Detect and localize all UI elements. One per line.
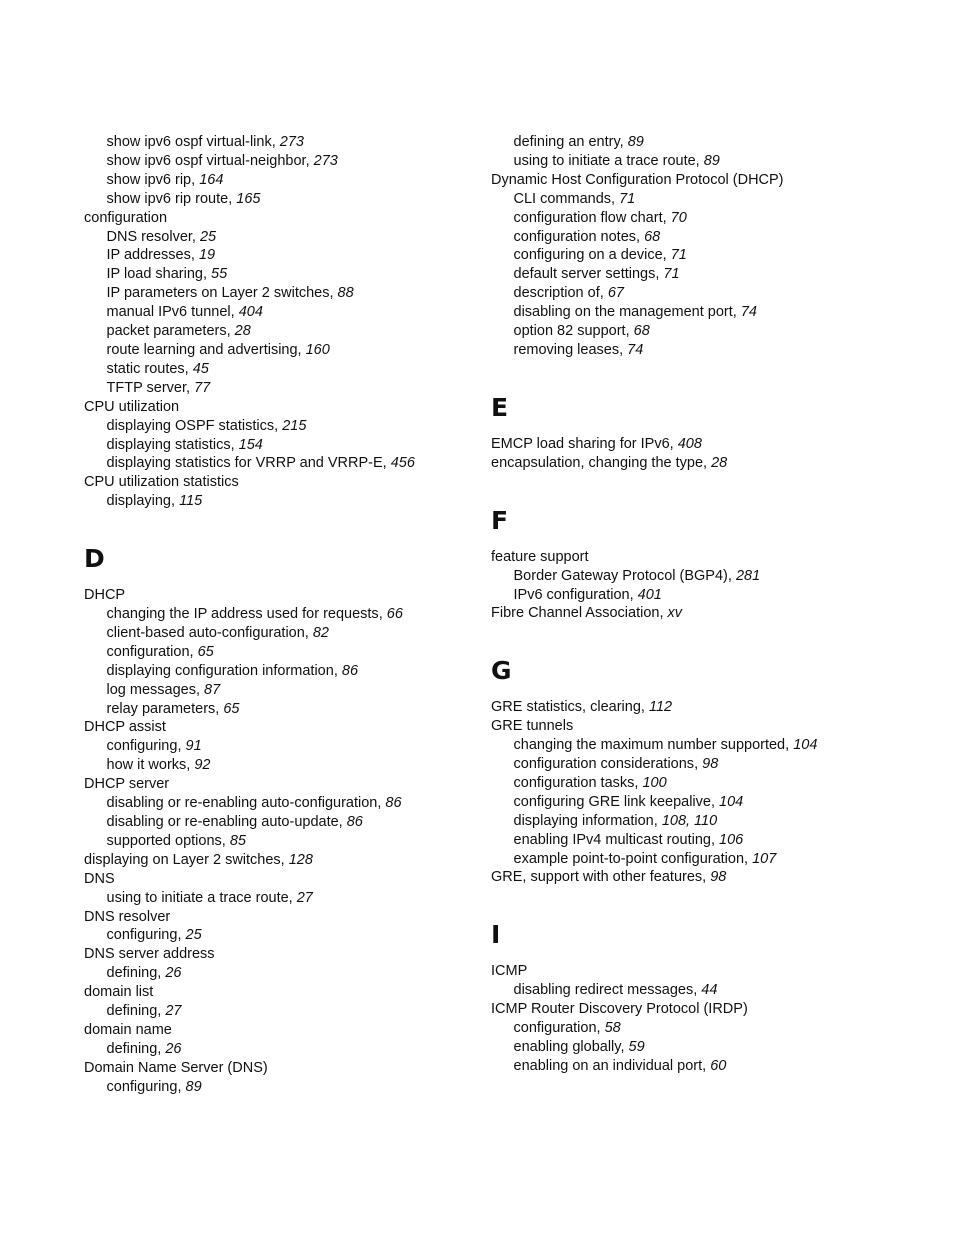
index-term: removing leases [513, 341, 620, 358]
index-term: DHCP server [84, 776, 170, 793]
index-term: CPU utilization statistics [84, 474, 239, 491]
index-page-reference[interactable]: 66 [386, 606, 403, 623]
index-subentry: defining, 27 [106, 1003, 182, 1020]
index-page-reference[interactable]: 68 [644, 228, 661, 245]
index-term: manual IPv6 tunnel [106, 304, 231, 321]
index-page-reference[interactable]: 160 [305, 341, 330, 358]
index-term: changing the IP address used for requests [106, 606, 379, 623]
index-term: displaying on Layer 2 switches [84, 851, 281, 868]
index-term: static routes [106, 360, 185, 377]
index-term: defining an entry [513, 134, 620, 150]
index-subentry: DNS resolver, 25 [106, 228, 217, 245]
index-page-reference[interactable]: 115 [179, 493, 203, 510]
index-entry [84, 983, 494, 1002]
index-subentry: supported options, 85 [106, 832, 246, 849]
index-term: domain name [84, 1021, 172, 1038]
index-subentry: displaying statistics for VRRP and VRRP-E, 456 [106, 455, 415, 472]
index-page-reference[interactable]: 44 [701, 982, 718, 999]
index-page-reference[interactable]: 89 [185, 1078, 202, 1095]
index-term: displaying statistics [106, 436, 231, 453]
index-page-reference[interactable]: 25 [185, 927, 202, 944]
index-subentry: how it works, 92 [106, 757, 211, 774]
index-term: relay parameters [106, 700, 216, 717]
index-page-reference[interactable]: 58 [604, 1020, 621, 1037]
index-entry: encapsulation, changing the type, 28 [491, 454, 728, 471]
index-term: encapsulation, changing the type [491, 454, 704, 471]
index-term: DNS [84, 870, 115, 887]
index-subentry: changing the maximum number supported, 104 [513, 737, 818, 754]
index-term: EMCP load sharing for IPv6 [491, 435, 670, 452]
index-subentry: client-based auto-configuration, 82 [106, 624, 329, 641]
index-subentry: configuration, 65 [106, 643, 214, 660]
index-page-reference[interactable]: 82 [312, 624, 329, 641]
index-page-reference[interactable]: 154 [238, 436, 263, 453]
index-term: show ipv6 rip route [106, 190, 229, 207]
index-subentry: example point-to-point configuration, 107 [513, 850, 777, 867]
index-term: GRE tunnels [491, 718, 574, 735]
index-term: description of [513, 285, 600, 302]
index-entry [84, 473, 494, 492]
index-column-left [84, 133, 494, 1097]
index-subentry: show ipv6 ospf virtual-neighbor, 273 [106, 152, 338, 169]
index-term: defining [106, 965, 158, 982]
index-term: defining [106, 1003, 158, 1020]
index-subentry: disabling or re-enabling auto-configuration, 86 [106, 795, 402, 812]
index-page-reference[interactable]: 77 [194, 379, 211, 396]
index-term: packet parameters [106, 323, 227, 340]
index-page-reference[interactable]: 98 [702, 756, 719, 773]
index-entry: GRE, support with other features, 98 [491, 869, 727, 886]
index-page-reference[interactable]: 28 [234, 323, 251, 340]
index-term: displaying information [513, 812, 654, 829]
index-page-reference[interactable]: 28 [711, 454, 728, 471]
index-subentry: CLI commands, 71 [513, 190, 636, 207]
index-page-reference[interactable]: 89 [703, 152, 720, 169]
index-page-reference[interactable]: 273 [279, 134, 304, 150]
index-page-reference[interactable]: 128 [288, 851, 313, 868]
index-subentry: using to initiate a trace route, 27 [106, 889, 313, 906]
index-page-reference[interactable]: 456 [390, 455, 415, 472]
index-page-reference[interactable]: 91 [185, 738, 202, 755]
index-page-reference[interactable]: xv [667, 605, 683, 622]
index-subentry: using to initiate a trace route, 89 [513, 152, 720, 169]
index-subentry: option 82 support, 68 [513, 323, 650, 340]
index-page-reference[interactable]: 60 [710, 1057, 727, 1074]
index-section-letter: E [491, 392, 509, 422]
index-term: using to initiate a trace route [106, 889, 289, 906]
index-term: disabling on the management port [513, 304, 733, 321]
index-entry [84, 209, 494, 228]
index-subentry: displaying OSPF statistics, 215 [106, 417, 307, 434]
index-term: default server settings [513, 266, 656, 283]
index-page-reference[interactable]: 27 [296, 889, 313, 906]
index-term: configuring [106, 927, 178, 944]
index-entry [84, 908, 494, 927]
index-page-reference[interactable]: 70 [670, 209, 687, 226]
index-entry: EMCP load sharing for IPv6, 408 [491, 435, 702, 452]
index-page-reference[interactable]: 25 [199, 228, 217, 245]
index-page-reference[interactable]: 86 [341, 662, 359, 679]
index-term: feature support [491, 548, 589, 565]
index-page-reference[interactable]: 215 [282, 417, 307, 434]
index-subentry: route learning and advertising, 160 [106, 341, 330, 358]
index-page-reference[interactable]: 108, 110 [661, 812, 718, 829]
index-term: disabling or re-enabling auto-update [106, 814, 339, 830]
index-page-reference[interactable]: 45 [192, 360, 209, 377]
index-subentry: Border Gateway Protocol (BGP4), 281 [513, 567, 761, 584]
index-page-reference[interactable]: 164 [199, 171, 224, 188]
index-term: configuration flow chart [513, 209, 663, 226]
index-entry [84, 775, 494, 794]
index-entry [491, 717, 911, 736]
index-subentry: packet parameters, 28 [106, 323, 251, 340]
index-subentry: show ipv6 rip, 164 [106, 171, 224, 188]
index-subentry: configuring, 91 [106, 738, 202, 755]
index-page-reference[interactable]: 67 [607, 285, 624, 302]
index-entry [491, 548, 911, 567]
index-term: Fibre Channel Association [491, 605, 660, 622]
index-term: changing the maximum number supported [513, 737, 786, 754]
index-subentry: configuration flow chart, 70 [513, 209, 687, 226]
index-entry [84, 1021, 494, 1040]
index-entry: displaying on Layer 2 switches, 128 [84, 851, 313, 868]
index-page-reference[interactable]: 65 [223, 700, 240, 717]
index-term: IPv6 configuration [513, 586, 630, 603]
index-subentry: manual IPv6 tunnel, 404 [106, 304, 263, 321]
index-entry: Fibre Channel Association, xv [491, 605, 683, 622]
index-page-reference[interactable]: 104 [793, 737, 818, 754]
index-term: configuration [106, 643, 190, 660]
index-subentry: show ipv6 ospf virtual-link, 273 [106, 134, 304, 150]
index-entry [491, 171, 911, 190]
index-term: configuring GRE link keepalive [513, 793, 711, 810]
index-page-reference[interactable]: 26 [165, 965, 182, 982]
index-section-letter: G [491, 656, 512, 686]
index-page-reference[interactable]: 71 [670, 247, 687, 264]
index-term: DNS server address [84, 946, 215, 963]
index-subentry: configuration tasks, 100 [513, 774, 667, 791]
index-term: IP addresses [106, 247, 191, 264]
index-term: Domain Name Server (DNS) [84, 1059, 268, 1076]
index-term: TFTP server [106, 379, 186, 396]
index-entry [491, 1000, 911, 1019]
index-page-reference[interactable]: 26 [165, 1040, 182, 1057]
index-page-reference[interactable]: 19 [198, 247, 216, 264]
index-term: configuring [106, 738, 178, 755]
index-term: show ipv6 rip [106, 171, 192, 188]
index-subentry: configuring, 25 [106, 927, 202, 944]
index-subentry: configuring on a device, 71 [513, 247, 687, 264]
index-page-reference[interactable]: 27 [165, 1003, 182, 1020]
index-subentry: disabling on the management port, 74 [513, 304, 757, 321]
index-term: using to initiate a trace route [513, 152, 696, 169]
index-term: displaying OSPF statistics [106, 417, 275, 434]
index-term: DHCP [84, 587, 126, 604]
index-entry [84, 586, 494, 605]
index-subentry: IP load sharing, 55 [106, 266, 228, 283]
index-section-letter: D [84, 544, 105, 574]
index-term: displaying statistics for VRRP and VRRP-E [106, 455, 383, 472]
index-subentry: disabling or re-enabling auto-update, 86 [106, 814, 363, 830]
index-subentry: IPv6 configuration, 401 [513, 586, 662, 603]
index-term: disabling or re-enabling auto-configuration [106, 795, 378, 812]
index-page-reference[interactable]: 100 [642, 774, 667, 791]
index-page-reference[interactable]: 71 [663, 266, 680, 283]
index-page-reference[interactable]: 165 [236, 190, 261, 207]
index-term: configuring on a device [513, 247, 663, 264]
index-page-reference[interactable]: 98 [710, 869, 727, 886]
index-term: displaying [106, 493, 171, 510]
index-subentry: configuring, 89 [106, 1078, 202, 1095]
index-term: ICMP Router Discovery Protocol (IRDP) [491, 1001, 748, 1018]
index-subentry: disabling redirect messages, 44 [513, 982, 718, 999]
index-term: CLI commands [513, 190, 612, 207]
index-term: IP load sharing [106, 266, 203, 283]
index-term: route learning and advertising [106, 341, 298, 358]
index-section-letter: I [491, 920, 501, 950]
index-subentry: enabling on an individual port, 60 [513, 1057, 727, 1074]
index-page-reference[interactable]: 273 [313, 152, 338, 169]
index-page-reference[interactable]: 86 [346, 814, 363, 830]
index-term: IP parameters on Layer 2 switches [106, 285, 330, 302]
index-term: configuration considerations [513, 756, 695, 773]
index-page-reference[interactable]: 104 [719, 793, 744, 810]
index-subentry: defining an entry, 89 [513, 134, 644, 150]
index-subentry: removing leases, 74 [513, 341, 644, 358]
index-subentry: enabling globally, 59 [513, 1039, 645, 1055]
index-column-right [491, 133, 911, 1076]
index-subentry: defining, 26 [106, 1040, 182, 1057]
index-entry [84, 1059, 494, 1078]
index-subentry: configuring GRE link keepalive, 104 [513, 793, 744, 810]
index-subentry: displaying information, 108, 110 [513, 812, 718, 829]
index-page-reference[interactable]: 86 [385, 795, 402, 812]
index-term: example point-to-point configuration [513, 850, 745, 867]
index-term: Dynamic Host Configuration Protocol (DHCP) [491, 171, 784, 188]
index-entry [491, 962, 911, 981]
index-term: show ipv6 ospf virtual-link [106, 134, 272, 150]
index-page-reference[interactable]: 74 [627, 341, 644, 358]
index-term: supported options [106, 832, 222, 849]
index-subentry: default server settings, 71 [513, 266, 680, 283]
index-page-reference[interactable]: 87 [204, 681, 221, 698]
index-term: GRE statistics, clearing [491, 699, 641, 716]
index-subentry: TFTP server, 77 [106, 379, 211, 396]
index-term: configuration tasks [513, 774, 635, 791]
index-subentry: displaying statistics, 154 [106, 436, 263, 453]
index-subentry: changing the IP address used for requests, 66 [106, 606, 403, 623]
index-term: disabling redirect messages [513, 982, 694, 999]
index-term: displaying configuration information [106, 662, 334, 679]
index-term: domain list [84, 984, 154, 1001]
index-page-reference[interactable]: 401 [637, 586, 662, 603]
index-subentry: defining, 26 [106, 965, 182, 982]
index-subentry: relay parameters, 65 [106, 700, 240, 717]
index-term: configuration notes [513, 228, 637, 245]
index-page-reference[interactable]: 88 [337, 285, 354, 302]
index-term: defining [106, 1040, 158, 1057]
index-term: DNS resolver [106, 228, 192, 245]
index-entry [84, 718, 494, 737]
index-page-reference[interactable]: 59 [628, 1039, 645, 1055]
index-entry [84, 945, 494, 964]
index-subentry: show ipv6 rip route, 165 [106, 190, 261, 207]
index-term: configuration [513, 1020, 597, 1037]
index-subentry: configuration considerations, 98 [513, 756, 719, 773]
index-page-reference[interactable]: 404 [238, 304, 263, 321]
index-subentry: configuration notes, 68 [513, 228, 661, 245]
index-subentry: log messages, 87 [106, 681, 221, 698]
index-page-reference[interactable]: 89 [627, 134, 644, 150]
index-subentry: IP addresses, 19 [106, 247, 216, 264]
index-page-reference[interactable]: 68 [633, 323, 650, 340]
index-term: GRE, support with other features [491, 869, 703, 886]
index-term: show ipv6 ospf virtual-neighbor [106, 152, 306, 169]
index-term: option 82 support [513, 323, 626, 340]
index-entry: GRE statistics, clearing, 112 [491, 699, 673, 716]
index-subentry: IP parameters on Layer 2 switches, 88 [106, 285, 354, 302]
index-term: CPU utilization [84, 398, 180, 415]
index-entry [84, 398, 494, 417]
index-page-reference[interactable]: 71 [619, 190, 636, 207]
index-entry [84, 870, 494, 889]
index-term: DNS resolver [84, 908, 171, 925]
index-page-reference[interactable]: 65 [197, 643, 214, 660]
index-term: configuring [106, 1078, 178, 1095]
index-term: how it works [106, 757, 187, 774]
index-page-reference[interactable]: 408 [677, 435, 702, 452]
index-term: enabling globally [513, 1039, 621, 1055]
index-subentry: displaying configuration information, 86 [106, 662, 359, 679]
index-page-reference[interactable]: 74 [740, 304, 757, 321]
index-term: enabling IPv4 multicast routing [513, 831, 711, 848]
index-term: Border Gateway Protocol (BGP4) [513, 567, 728, 584]
index-page-reference[interactable]: 107 [752, 850, 777, 867]
index-page-reference[interactable]: 281 [735, 567, 761, 584]
index-subentry: description of, 67 [513, 285, 624, 302]
index-term: log messages [106, 681, 196, 698]
index-term: DHCP assist [84, 719, 166, 736]
index-section-letter: F [491, 505, 509, 535]
index-page-reference[interactable]: 85 [229, 832, 246, 849]
index-term: ICMP [491, 963, 528, 980]
index-page-reference[interactable]: 106 [719, 831, 744, 848]
index-page-reference[interactable]: 92 [194, 757, 211, 774]
index-subentry: static routes, 45 [106, 360, 209, 377]
index-page-reference[interactable]: 55 [211, 266, 228, 283]
index-subentry: displaying, 115 [106, 493, 203, 510]
index-term: enabling on an individual port [513, 1057, 703, 1074]
index-subentry: enabling IPv4 multicast routing, 106 [513, 831, 744, 848]
index-subentry: configuration, 58 [513, 1020, 621, 1037]
index-term: configuration [84, 209, 168, 226]
index-term: client-based auto-configuration [106, 624, 305, 641]
index-page-reference[interactable]: 112 [648, 699, 673, 716]
